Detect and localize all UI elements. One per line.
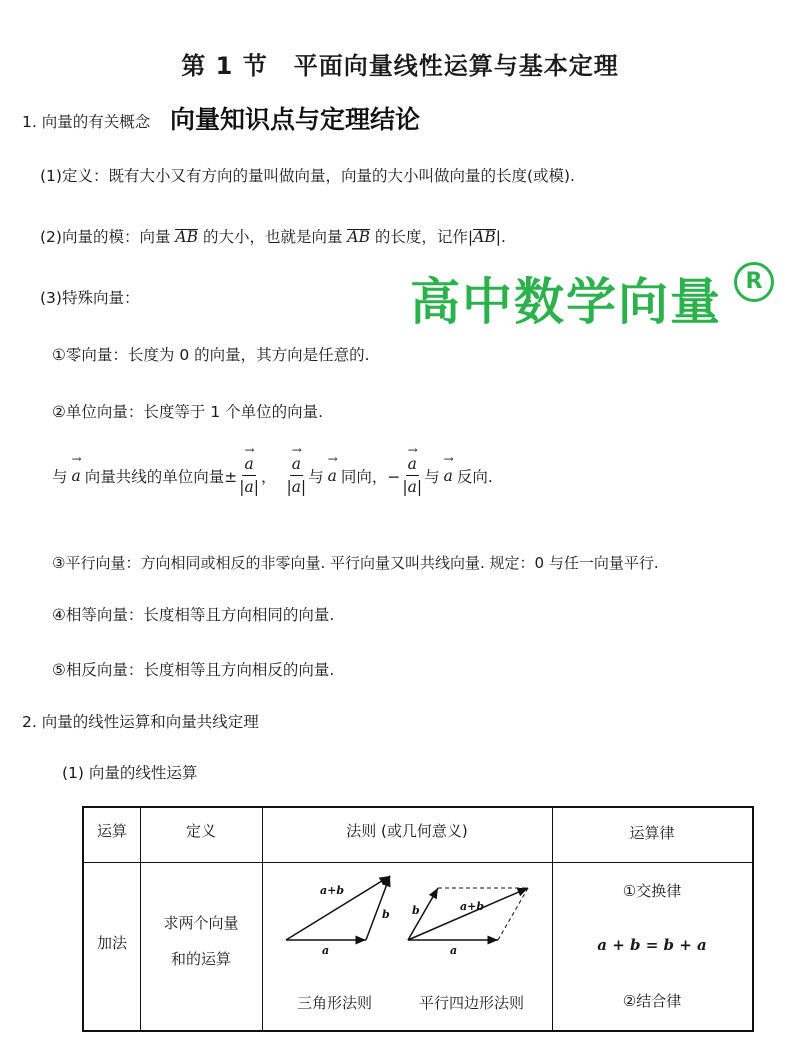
modulus-text: (2)向量的模：向量 AB 的大小，也就是向量 AB 的长度，记作|AB|. — [40, 228, 506, 246]
equal-vector-text: ④相等向量：长度相等且方向相同的向量. — [52, 606, 335, 624]
parallelogram-dashed-side — [498, 888, 528, 940]
parallelogram-vector-sum — [408, 888, 528, 940]
title-text: 平面向量线性运算与基本定理 — [293, 52, 619, 80]
vector-ab: AB — [347, 228, 370, 246]
label-a: a — [322, 944, 330, 957]
registered-mark-icon: R — [734, 262, 774, 302]
unit-fraction: → $\frac{a}{|a|}$ — [402, 455, 422, 496]
unit-fraction: → $\frac{a}{|a|}$ — [286, 455, 306, 496]
table-row-op: 加法 — [96, 934, 127, 952]
table-row-def-line2: 和的运算 — [170, 950, 231, 968]
table-header-law: 运算律 — [629, 824, 675, 842]
label-a-plus-b: a+b — [320, 884, 345, 897]
definition-text: (1)定义：既有大小又有方向的量叫做向量，向量的大小叫做向量的长度(或模). — [40, 167, 575, 185]
section1-heading: 1. 向量的有关概念 — [22, 113, 151, 131]
label-b: b — [382, 908, 390, 921]
unit-vector-text: ②单位向量：长度等于 1 个单位的向量. — [52, 403, 324, 421]
vector-ab: AB — [175, 228, 198, 246]
special-vectors-heading: (3)特殊向量： — [40, 289, 140, 307]
unit-vector-formula: 与 → a 向量共线的单位向量± → $\frac{a}{|a|}$ ， → $\frac{a}{|a|}$ 与 → a 同向，− → $\frac{a}{|a|}$ 与 → a 反向. — [52, 455, 493, 496]
triangle-rule-label: 三角形法则 — [296, 994, 372, 1012]
subsection-heading: (1) 向量的线性运算 — [62, 764, 198, 782]
vector-addition-diagrams — [262, 864, 552, 984]
section-number: 第 1 节 — [181, 52, 268, 80]
table-row-def-line1: 求两个向量 — [163, 914, 239, 932]
commutative-law: ①交换律 — [622, 882, 682, 900]
label-a: a — [450, 944, 458, 957]
label-a-plus-b: a+b — [460, 900, 485, 913]
operations-table — [82, 806, 754, 1032]
vector-ab: AB — [473, 228, 496, 246]
parallel-vector-text: ③平行向量：方向相同或相反的非零向量. 平行向量又叫共线向量. 规定：0 与任一向量平行. — [52, 554, 659, 572]
table-divider — [84, 862, 752, 863]
page-title — [0, 46, 800, 81]
commutative-formula: a + b = b + a — [597, 936, 707, 954]
parallelogram-rule-label: 平行四边形法则 — [418, 994, 524, 1012]
table-header-op: 运算 — [96, 822, 127, 840]
table-header-def: 定义 — [185, 822, 216, 840]
opposite-vector-text: ⑤相反向量：长度相等且方向相反的向量. — [52, 661, 335, 679]
unit-fraction: → $\frac{a}{|a|}$ — [239, 455, 259, 496]
label-b: b — [412, 904, 420, 917]
zero-vector-text: ①零向量：长度为 0 的向量，其方向是任意的. — [52, 346, 370, 364]
table-header-rule: 法则 (或几何意义) — [346, 822, 468, 840]
brand-watermark: 高中数学向量 — [410, 273, 722, 331]
section2-heading: 2. 向量的线性运算和向量共线定理 — [22, 713, 259, 731]
overlay-caption: 向量知识点与定理结论 — [170, 105, 421, 134]
associative-law: ②结合律 — [622, 992, 682, 1010]
